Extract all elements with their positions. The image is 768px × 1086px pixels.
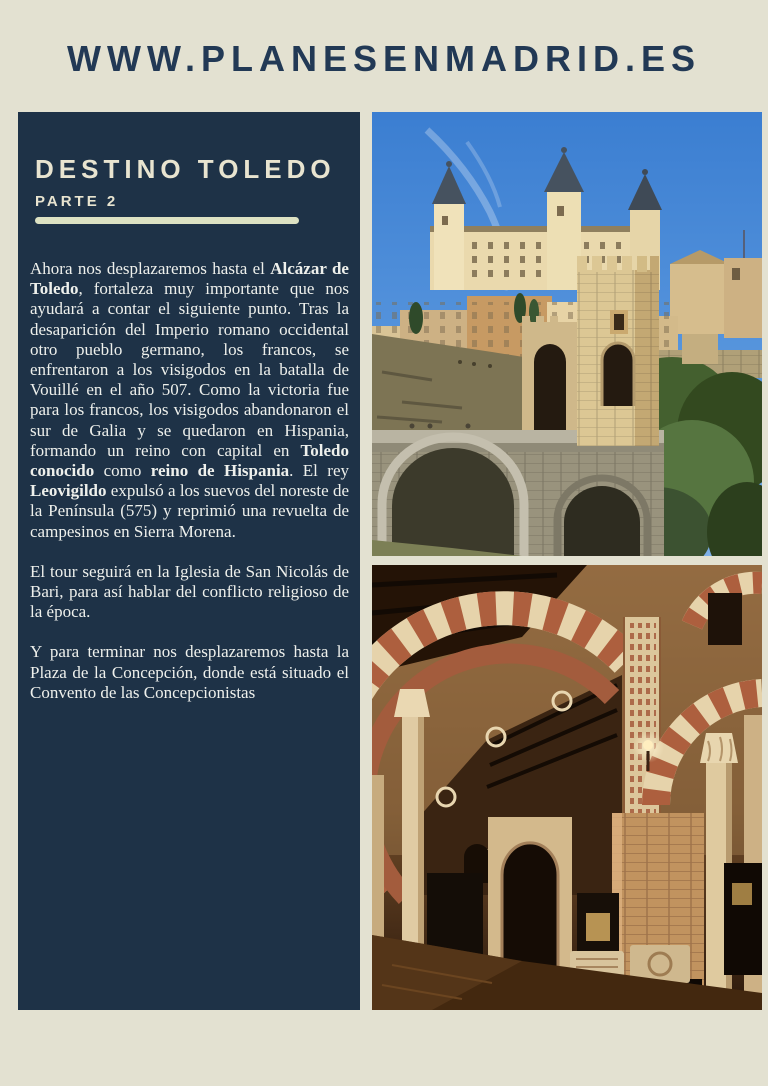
tour-paragraph [30,562,349,623]
text-segment: . El rey [289,461,349,481]
text-segment: El tour seguirá en la Iglesia de San Nicolás de Bari, para así hablar del conflicto religioso de la época. [30,561,349,622]
site-url-header: WWW.PLANESENMADRID.ES [67,38,701,79]
text-segment: Ahora nos desplazaremos hasta el [30,259,271,278]
page-subtitle: PARTE 2 [35,193,119,210]
text-segment: , fortaleza muy importante que nos ayudará a contar el siguiente punto. Tras la desaparición del Imperio romano occidental otro pueblo germano, los francos, se enfrentaron a los visigodos en la batalla de Vouillé en el año 507. Como la victoria fue para los francos, los visigodos abandonaron el sur de Galia y se quedaron en Hispania, formando un reino con capital en [30,279,349,460]
mosque-interior-photo [372,565,762,1010]
text-segment: expulsó a los suevos del noreste de la Península (575) y reprimió una revuelta de campesinos en Sierra Morena. [30,481,349,541]
destination-panel [18,112,360,1010]
mosque-interior-illustration [372,565,762,1010]
text-segment: como [94,461,151,481]
closing-paragraph [30,642,349,703]
intro-paragraph [30,259,349,542]
photo-column [372,112,762,1010]
text-segment-bold: reino de Hispania [150,461,290,481]
text-segment-bold: Leovigildo [30,481,107,501]
accent-underline [35,217,299,224]
alcazar-bridge-photo [372,112,762,556]
text-segment: Y para terminar nos desplazaremos hasta la Plaza de la Concepción, donde está situado el Convento de las Concepcionistas [30,642,349,702]
panel-body-text [30,259,349,703]
text-segment-bold: Toledo conocido [30,440,349,481]
page-title: DESTINO TOLEDO [35,154,336,184]
text-segment-bold: Alcázar de Toledo [30,259,349,299]
alcazar-bridge-illustration [372,112,762,556]
